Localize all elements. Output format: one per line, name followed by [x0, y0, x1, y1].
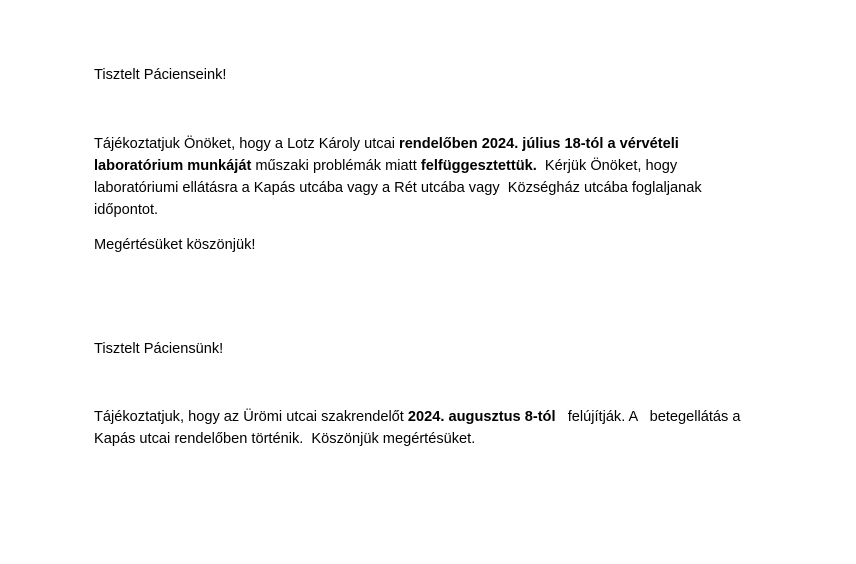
text-run: időpontot.	[94, 202, 159, 218]
text-run-bold: 2024. augusztus 8-tól	[407, 409, 556, 425]
text-line	[94, 136, 679, 152]
text-run: Kapás utcai rendelőben történik. Köszönjük megértésüket.	[94, 431, 476, 447]
thanks-1: Megértésüket köszönjük!	[94, 237, 256, 253]
greeting-1: Tisztelt Pácienseink!	[94, 67, 227, 83]
text-run: Tájékoztatjuk, hogy az Ürömi utcai szakrendelőt	[94, 409, 408, 425]
text-run-bold: laboratórium munkáját	[94, 158, 252, 174]
notice-2-paragraph	[94, 406, 784, 450]
text-run: felújítják. A betegellátás a	[555, 409, 741, 425]
text-run: műszaki problémák miatt	[251, 158, 421, 174]
greeting-2: Tisztelt Páciensünk!	[94, 341, 224, 357]
text-run: laboratóriumi ellátásra a Kapás utcába vagy a Rét utcába vagy Községház utcába foglaljanak	[94, 180, 702, 196]
text-run: Tájékoztatjuk Önöket, hogy a Lotz Károly utcai	[94, 136, 400, 152]
text-run: Kérjük Önöket, hogy	[536, 158, 678, 174]
text-line	[94, 431, 475, 447]
text-line	[94, 409, 741, 425]
notice-1-paragraph	[94, 133, 784, 221]
text-line	[94, 158, 677, 174]
text-run-bold: felfüggesztettük.	[420, 158, 537, 174]
text-line	[94, 180, 702, 196]
text-line	[94, 202, 158, 218]
text-run-bold: rendelőben 2024. július 18-tól a vérvételi	[399, 136, 679, 152]
